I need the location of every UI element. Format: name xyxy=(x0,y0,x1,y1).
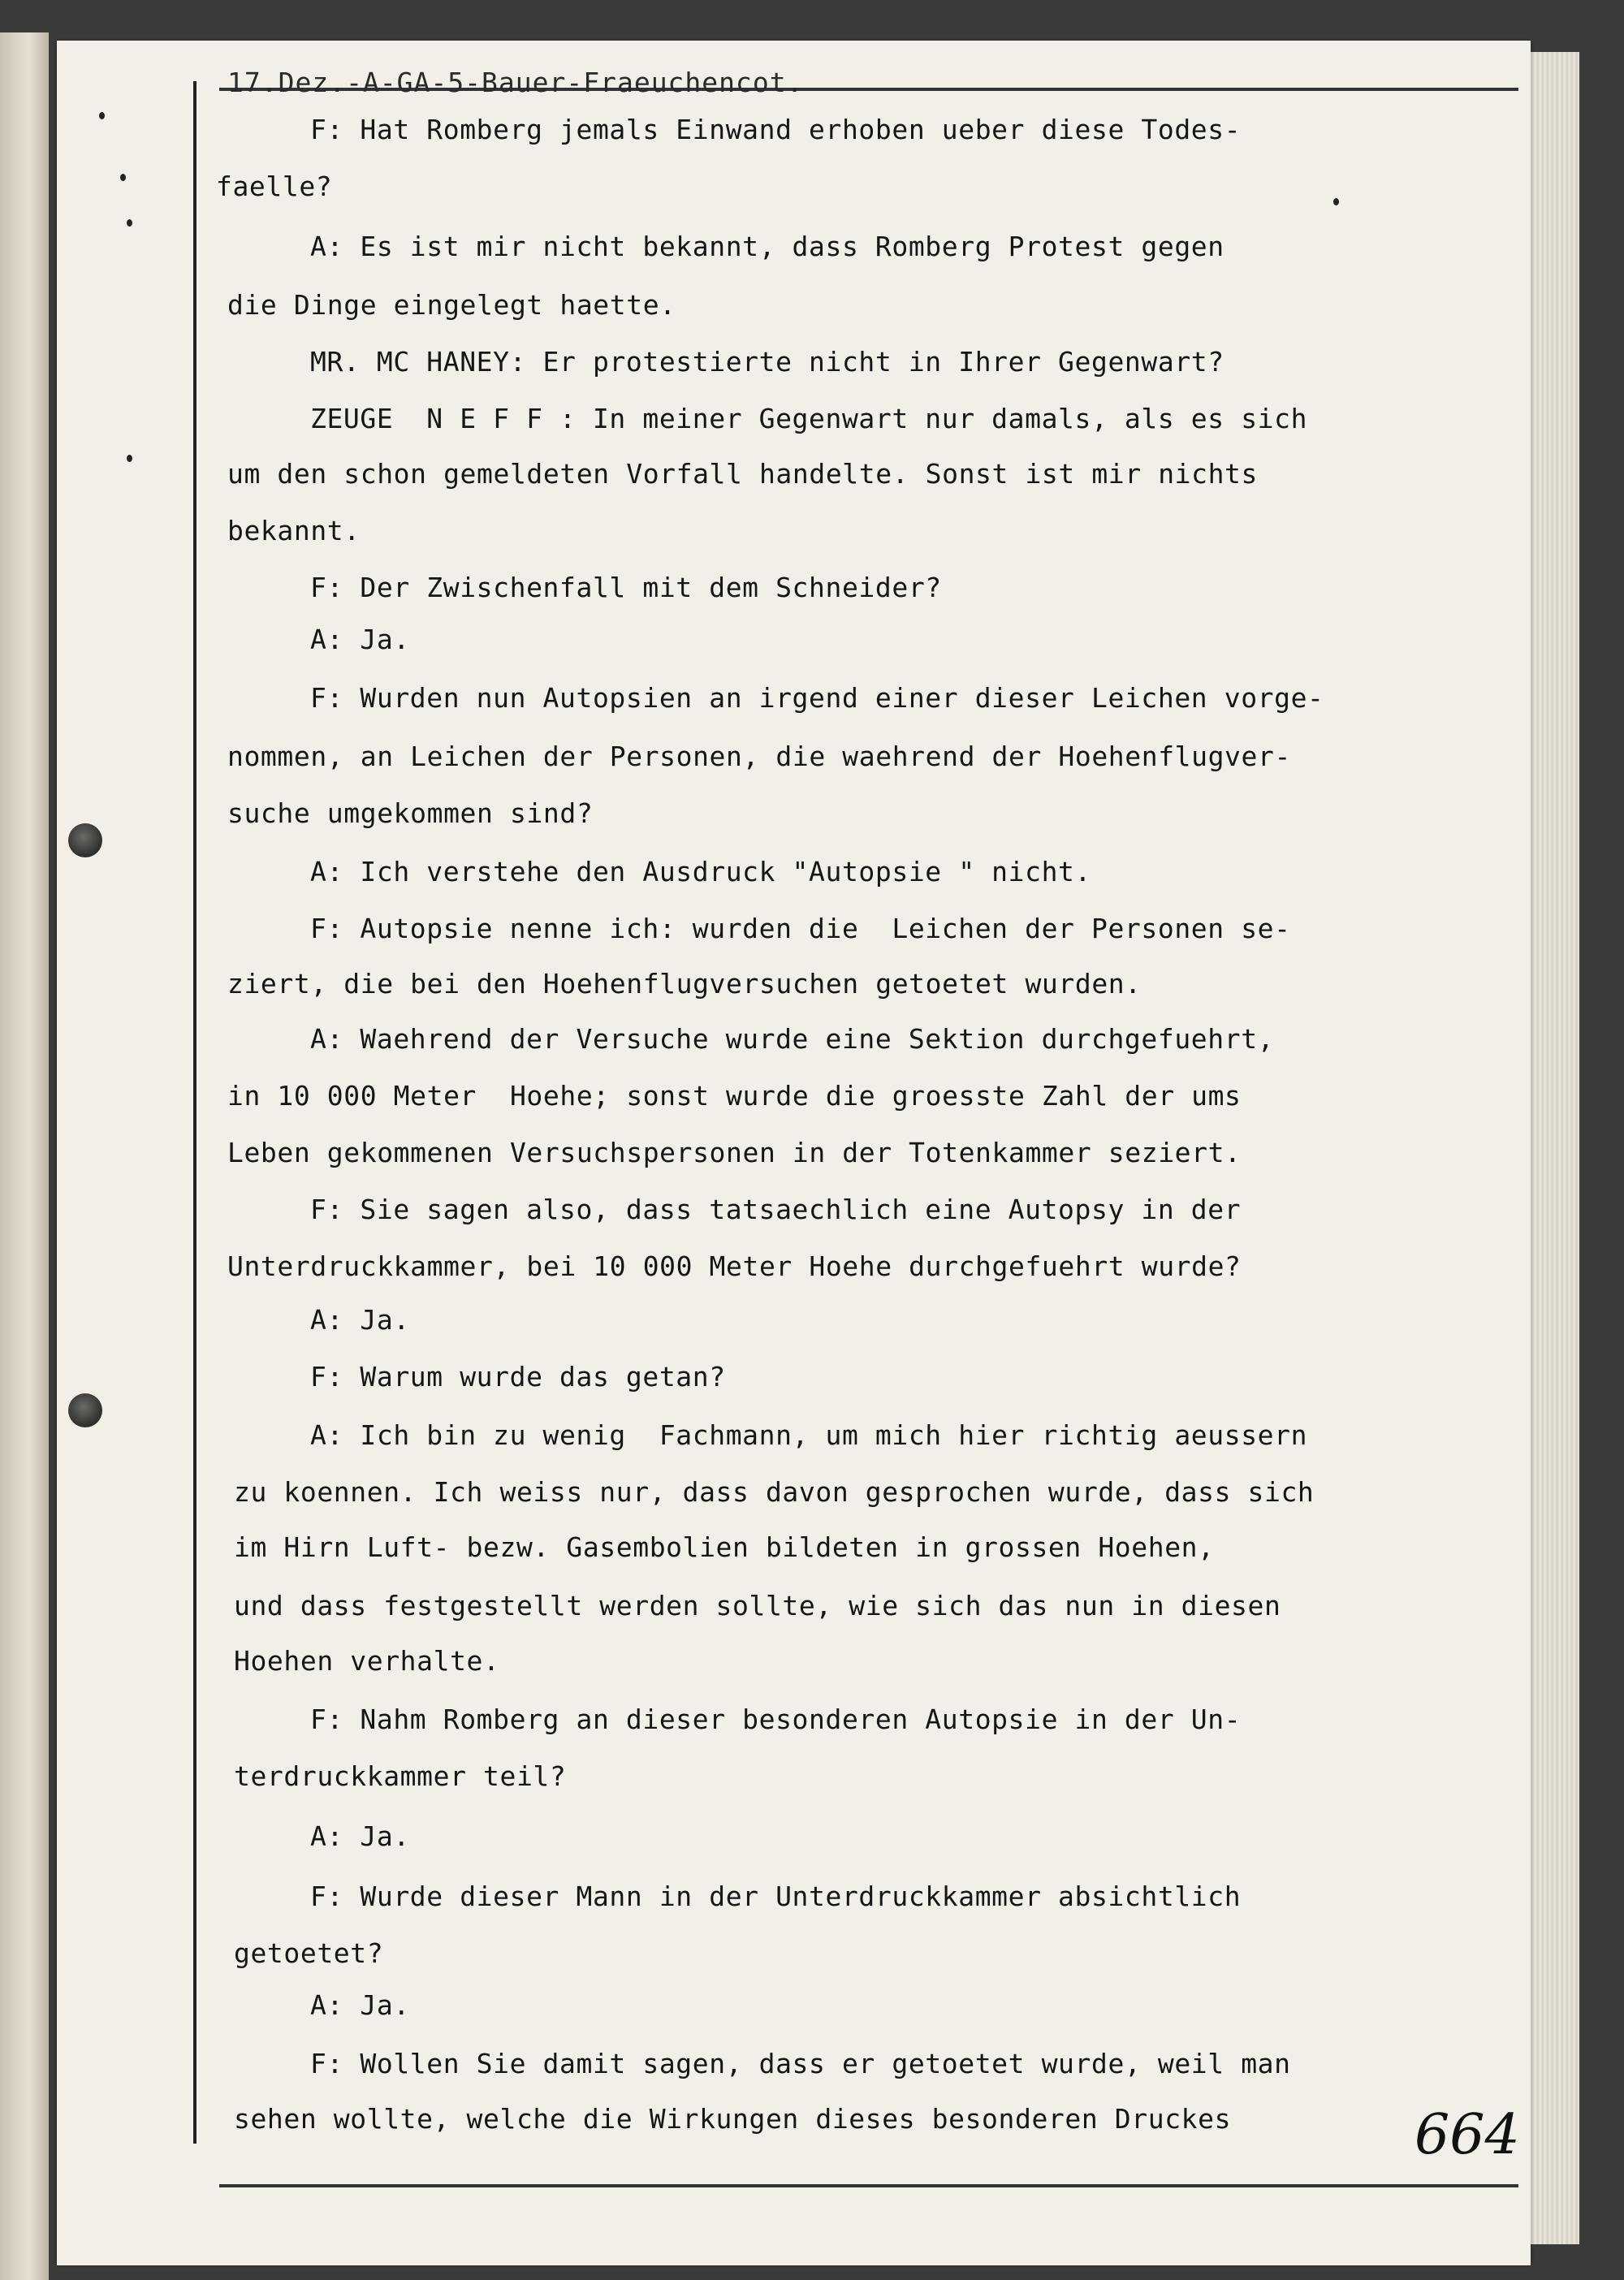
ink-speck xyxy=(1333,198,1339,205)
text-line: Hoehen verhalte. xyxy=(234,1645,500,1677)
text-line: Leben gekommenen Versuchspersonen in der Totenkammer seziert. xyxy=(227,1137,1242,1168)
text-line: suche umgekommen sind? xyxy=(227,797,594,829)
text-line: F: Wollen Sie damit sagen, dass er getoetet wurde, weil man xyxy=(310,2048,1291,2079)
text-line: F: Wurde dieser Mann in der Unterdruckkammer absichtlich xyxy=(310,1881,1242,1912)
text-line: A: Ja. xyxy=(310,1304,410,1336)
page-header: 17.Dez.-A-GA-5-Bauer-Fraeuchencot. xyxy=(227,67,804,98)
text-line: A: Ich bin zu wenig Fachmann, um mich hier richtig aeussern xyxy=(310,1419,1308,1451)
text-line: A: Ich verstehe den Ausdruck "Autopsie " nicht. xyxy=(310,856,1091,887)
text-line: F: Hat Romberg jemals Einwand erhoben ueber diese Todes- xyxy=(310,114,1242,145)
text-line: bekannt. xyxy=(227,515,361,546)
text-line: F: Nahm Romberg an dieser besonderen Autopsie in der Un- xyxy=(310,1704,1242,1735)
text-line: A: Ja. xyxy=(310,624,410,655)
text-line: A: Ja. xyxy=(310,1989,410,2021)
text-line: sehen wollte, welche die Wirkungen dieses besonderen Druckes xyxy=(234,2103,1232,2135)
text-line: in 10 000 Meter Hoehe; sonst wurde die groesste Zahl der ums xyxy=(227,1080,1242,1112)
text-line: und dass festgestellt werden sollte, wie sich das nun in diesen xyxy=(234,1590,1281,1621)
punch-hole-lower xyxy=(68,1393,102,1427)
text-line: um den schon gemeldeten Vorfall handelte. Sonst ist mir nichts xyxy=(227,458,1258,490)
text-line: A: Waehrend der Versuche wurde eine Sektion durchgefuehrt, xyxy=(310,1023,1275,1055)
text-line: getoetet? xyxy=(234,1937,384,1969)
text-line: F: Sie sagen also, dass tatsaechlich eine Autopsy in der xyxy=(310,1194,1242,1225)
text-line: F: Der Zwischenfall mit dem Schneider? xyxy=(310,572,942,603)
ink-speck xyxy=(120,174,126,181)
ink-speck xyxy=(127,455,132,462)
ink-speck xyxy=(99,112,105,119)
text-line: ZEUGE N E F F : In meiner Gegenwart nur damals, als es sich xyxy=(310,403,1308,434)
text-line: die Dinge eingelegt haette. xyxy=(227,289,676,321)
text-line: F: Warum wurde das getan? xyxy=(310,1361,726,1393)
text-line: nommen, an Leichen der Personen, die waehrend der Hoehenflugver- xyxy=(227,741,1291,772)
text-line: faelle? xyxy=(216,171,333,202)
ink-speck xyxy=(127,219,132,227)
page-stack-edge xyxy=(1531,52,1579,2244)
text-line: Unterdruckkammer, bei 10 000 Meter Hoehe durchgefuehrt wurde? xyxy=(227,1250,1242,1282)
text-line: MR. MC HANEY: Er protestierte nicht in Ihrer Gegenwart? xyxy=(310,346,1224,378)
margin-line xyxy=(193,81,197,2144)
document-page xyxy=(57,41,1531,2265)
text-line: ziert, die bei den Hoehenflugversuchen getoetet wurden. xyxy=(227,968,1142,1000)
text-line: A: Ja. xyxy=(310,1820,410,1852)
text-line: terdruckkammer teil? xyxy=(234,1760,567,1792)
bottom-rule xyxy=(219,2184,1518,2187)
text-line: A: Es ist mir nicht bekannt, dass Romberg Protest gegen xyxy=(310,231,1224,262)
text-line: F: Wurden nun Autopsien an irgend einer dieser Leichen vorge- xyxy=(310,682,1324,714)
text-line: zu koennen. Ich weiss nur, dass davon gesprochen wurde, dass sich xyxy=(234,1476,1315,1508)
punch-hole-upper xyxy=(68,823,102,857)
handwritten-page-number: 664 xyxy=(1415,2103,1520,2167)
text-line: F: Autopsie nenne ich: wurden die Leichen der Personen se- xyxy=(310,913,1291,944)
text-line: im Hirn Luft- bezw. Gasembolien bildeten in grossen Hoehen, xyxy=(234,1531,1215,1563)
binder-strip xyxy=(0,32,49,2280)
